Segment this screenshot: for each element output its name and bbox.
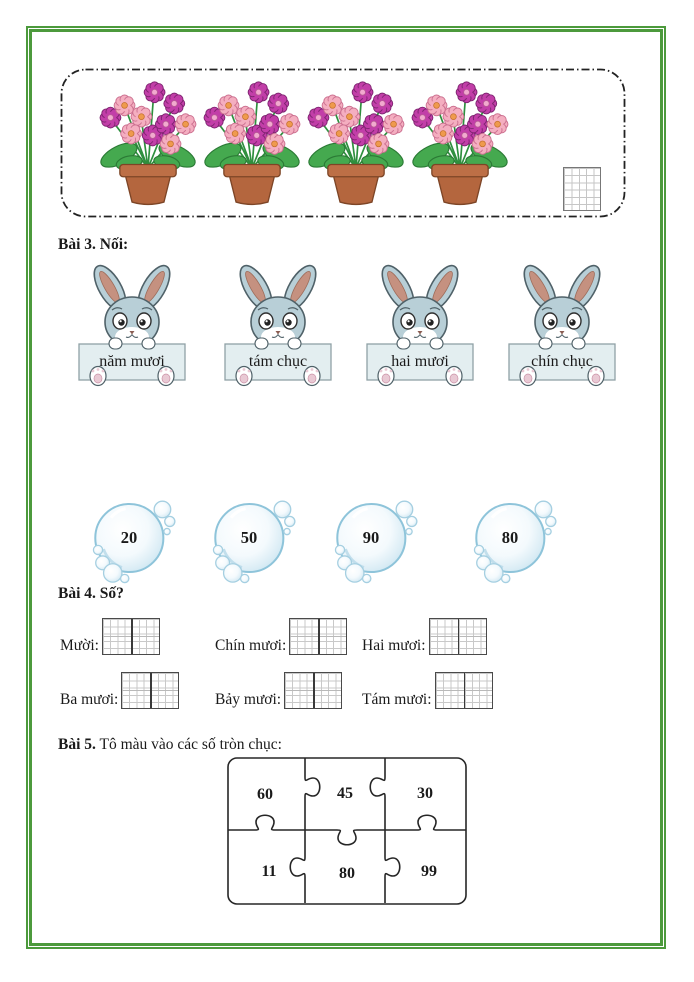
puzzle-piece-number[interactable]: 30 [417,785,433,802]
flower-pot-image [399,76,521,208]
exercise5-title [58,736,282,754]
bubble-number: 80 [501,528,519,547]
answer-item [60,672,179,709]
exercise5-title-number: Bài 5. [58,736,96,753]
answer-grid-box[interactable] [284,672,342,709]
rabbit-with-sign [506,262,618,388]
answer-label: Mười: [60,637,99,654]
rabbit-sign-label[interactable]: năm mươi [99,353,165,370]
exercise4-title: Bài 4. Số? [58,585,124,602]
answer-grid-box[interactable] [289,618,347,655]
rabbit-sign-label[interactable]: tám chục [248,353,308,370]
answer-grid-box[interactable] [121,672,179,709]
puzzle-piece-number[interactable]: 99 [421,863,437,880]
number-bubble[interactable] [87,492,179,584]
answer-item [215,672,342,709]
answer-label: Chín mươi: [215,637,287,654]
number-bubble[interactable] [468,492,560,584]
puzzle-piece-number[interactable]: 60 [257,786,273,803]
puzzle-piece-number[interactable]: 80 [339,865,355,882]
answer-label: Hai mươi: [362,637,426,654]
rabbit-with-sign [76,262,188,388]
answer-grid-box[interactable] [429,618,487,655]
answer-label: Tám mươi: [362,691,432,708]
puzzle-piece-number[interactable]: 11 [261,863,277,880]
answer-grid-cell[interactable] [563,167,601,211]
bubble-number: 20 [120,528,138,547]
answer-item [60,618,160,655]
puzzle-piece-number[interactable]: 45 [337,785,353,802]
bubble-number: 50 [240,528,258,547]
answer-item [362,618,487,655]
number-puzzle [227,757,467,905]
answer-item [215,618,347,655]
flower-counting-box [60,68,626,218]
rabbit-sign-label[interactable]: chín chục [531,353,593,370]
answer-label: Bảy mươi: [215,691,282,708]
number-bubble[interactable] [207,492,299,584]
answer-grid-box[interactable] [102,618,160,655]
exercise3-title: Bài 3. Nối: [58,236,129,253]
rabbit-with-sign [222,262,334,388]
puzzle-grid [227,757,467,905]
answer-grid-box[interactable] [435,672,493,709]
bubble-number: 90 [362,528,380,547]
exercise5-title-text: Tô màu vào các số tròn chục: [95,736,282,753]
rabbit-sign-label[interactable]: hai mươi [391,353,449,370]
answer-item [362,672,493,709]
rabbit-with-sign [364,262,476,388]
number-bubble[interactable] [329,492,421,584]
answer-label: Ba mươi: [60,691,119,708]
